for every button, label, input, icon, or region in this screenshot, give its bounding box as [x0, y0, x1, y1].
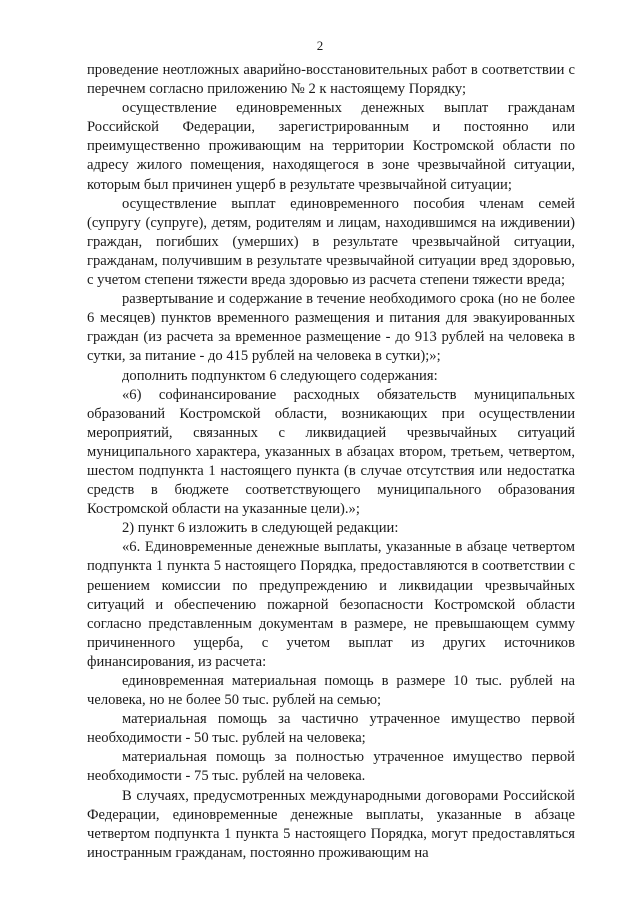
- document-body: [87, 61, 575, 863]
- paragraph-point-6-text: «6. Единовременные денежные выплаты, указанные в абзаце четвертом подпункта 1 пункта 5 настоящего Порядка, предоставляются в соответствии с решением комиссии по предупреждению и ликвидации чрезвычайных ситуаций и обеспечению пожарной безопасности Костромской области согласно представленным документам в размере, не превышающем сумму причиненного ущерба, с учетом выплат из других источников финансирования, из расчета:: [87, 539, 575, 670]
- paragraph-family-allowance: осуществление выплат единовременного пособия членам семей (супругу (супруге), детям, родителям и лицам, находившимся на иждивении) граждан, погибших (умерших) в результате чрезвычайной ситуации, гражданам, получившим в результате чрезвычайной ситуации вред здоровью, с учетом степени тяжести вреда здоровью из расчета степени тяжести вреда;: [87, 195, 575, 289]
- paragraph-lump-sum-payments: осуществление единовременных денежных выплат гражданам Российской Федерации, зарегистрированным и постоянно или преимущественно проживающим на территории Костромской области по адресу жилого помещения, находящегося в зоне чрезвычайной ситуации, которым был причинен ущерб в результате чрезвычайной ситуации;: [87, 100, 575, 193]
- paragraph-partial-loss-aid: материальная помощь за частично утраченное имущество первой необходимости - 50 тыс. рублей на человека;: [87, 711, 575, 747]
- paragraph-emergency-works: проведение неотложных аварийно-восстановительных работ в соответствии с перечнем согласно приложению № 2 к настоящему Порядку;: [87, 62, 575, 98]
- page-number: 2: [316, 38, 324, 53]
- paragraph-add-subpoint-6: дополнить подпунктом 6 следующего содержания:: [122, 367, 438, 384]
- paragraph-material-aid-10k: единовременная материальная помощь в размере 10 тыс. рублей на человека, но не более 50 тыс. рублей на семью;: [87, 673, 575, 709]
- paragraph-point-6-revision: 2) пункт 6 изложить в следующей редакции:: [122, 520, 399, 537]
- paragraph-full-loss-aid: материальная помощь за полностью утраченное имущество первой необходимости - 75 тыс. рублей на человека.: [87, 749, 575, 785]
- paragraph-temporary-accommodation: развертывание и содержание в течение необходимого срока (но не более 6 месяцев) пунктов временного размещения и питания для эвакуированных граждан (из расчета за временное размещение - до 913 рублей на человека в сутки, за питание - до 415 рублей на человека в сутки);»;: [87, 291, 575, 365]
- paragraph-foreign-citizens: В случаях, предусмотренных международными договорами Российской Федерации, единовременные денежные выплаты, указанные в абзаце четвертом подпункта 1 пункта 5 настоящего Порядка, могут предоставляться иностранным гражданам, постоянно проживающим на: [87, 787, 575, 861]
- paragraph-cofinancing: «6) софинансирование расходных обязательств муниципальных образований Костромской области, возникающих при осуществлении мероприятий, связанных с ликвидацией чрезвычайных ситуаций муниципального характера, указанных в абзацах втором, третьем, четвертом, шестом подпункта 1 настоящего пункта (в случае отсутствия или недостатка средств в бюджете соответствующего муниципального образования Костромской области на указанные цели).»;: [87, 386, 575, 518]
